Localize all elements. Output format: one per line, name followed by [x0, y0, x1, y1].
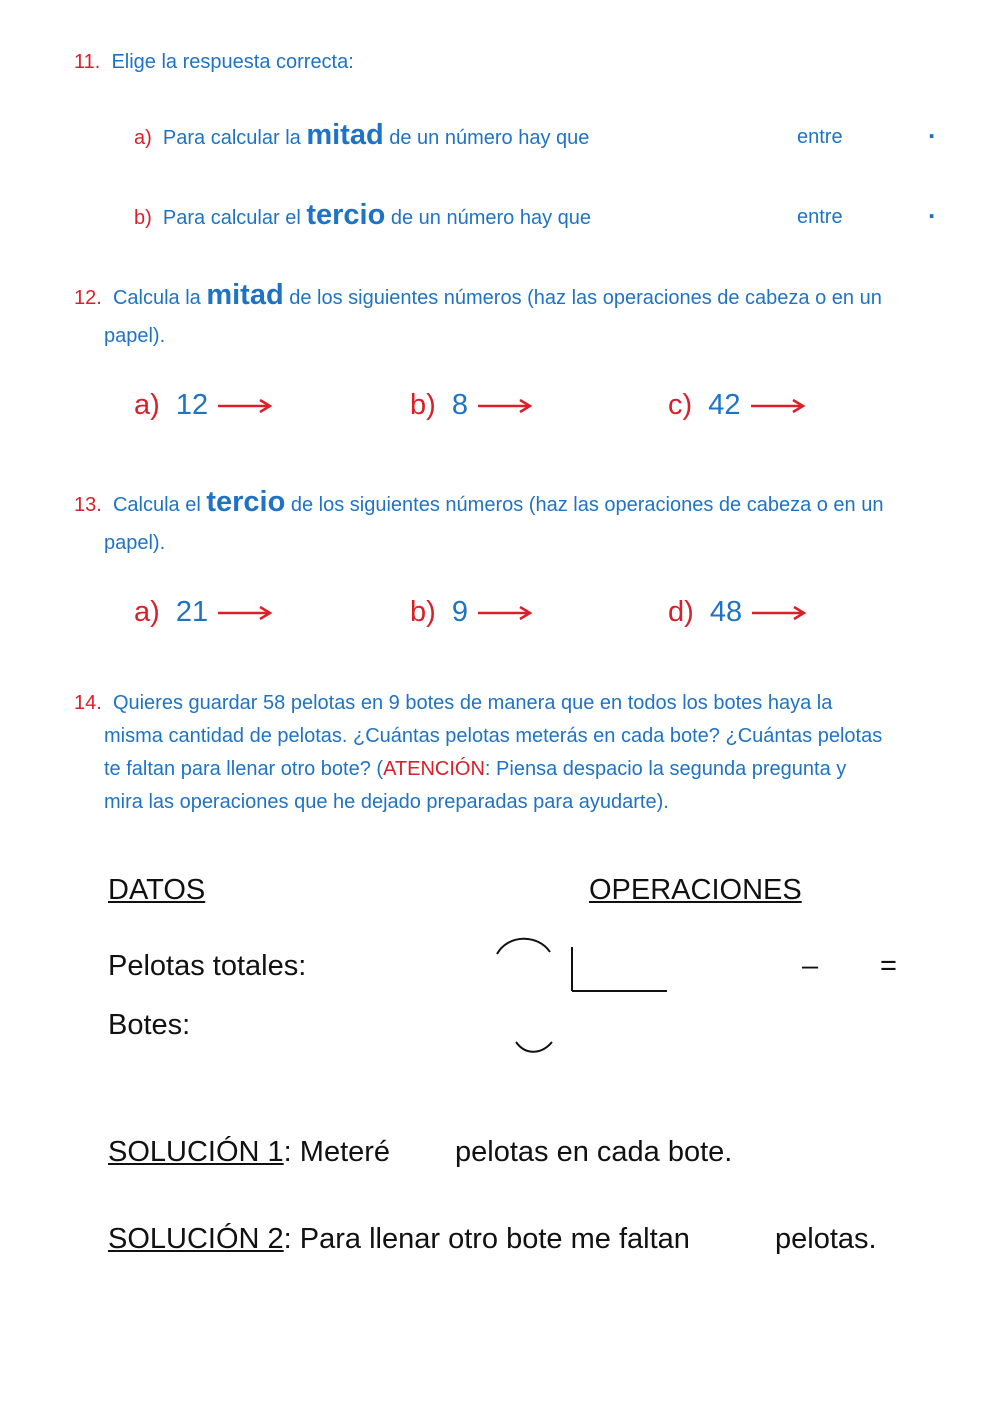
question-text-after: de los siguientes números (haz las operaciones de cabeza o en un: [289, 287, 882, 309]
question-text-before: Calcula la: [112, 287, 201, 309]
datos-title: DATOS: [108, 874, 206, 906]
q13-item-b: [410, 596, 536, 629]
keyword-tercio: tercio: [306, 199, 386, 231]
item-letter: d): [668, 596, 694, 628]
entre-label-b: entre: [797, 206, 843, 228]
question-number: 14.: [74, 692, 102, 714]
question-text: Quieres guardar 58 pelotas en 9 botes de manera que en todos los botes haya la: [112, 692, 833, 714]
question-text-before: Calcula el: [112, 494, 201, 516]
item-value: 9: [451, 596, 469, 628]
solution-1-label: SOLUCIÓN 1: [108, 1136, 284, 1168]
end-dot-a: .: [928, 114, 936, 144]
item-letter: a): [134, 389, 160, 421]
question-number: 12.: [74, 287, 102, 309]
question-12-heading: [74, 279, 882, 315]
item-letter: c): [668, 389, 693, 421]
option-text-after: de un número hay que: [389, 127, 590, 149]
solution-1-before: : Meteré: [283, 1136, 391, 1168]
q12-item-c: [668, 389, 809, 422]
keyword-mitad: mitad: [206, 279, 284, 311]
question-11a: [134, 119, 589, 155]
operaciones-title: OPERACIONES: [589, 874, 802, 906]
solution-1-after: pelotas en cada bote.: [455, 1136, 733, 1168]
arrow-right-icon: [476, 396, 536, 416]
question-12-line2: papel).: [104, 325, 166, 347]
equals-sign: =: [880, 950, 897, 982]
item-value: 8: [451, 389, 469, 421]
question-14-line4: mira las operaciones que he dejado preparadas para ayudarte).: [104, 791, 669, 813]
item-letter: b): [410, 389, 436, 421]
option-text-before: Para calcular la: [162, 127, 301, 149]
option-letter: a): [134, 127, 152, 149]
arrow-right-icon: [476, 603, 536, 623]
question-14-line1: [74, 687, 832, 720]
pelotas-totales-label: Pelotas totales:: [108, 950, 307, 982]
minus-sign: –: [802, 950, 819, 982]
division-bracket-drawing: [490, 930, 680, 1060]
option-text-before: Para calcular el: [162, 207, 301, 229]
botes-label: Botes:: [108, 1009, 191, 1041]
arrow-right-icon: [216, 603, 276, 623]
end-dot-b: .: [928, 194, 936, 224]
option-letter: b): [134, 207, 152, 229]
item-letter: b): [410, 596, 436, 628]
item-value: 12: [175, 389, 209, 421]
question-14-line3: [104, 753, 846, 786]
item-value: 21: [175, 596, 209, 628]
question-text: Elige la respuesta correcta:: [111, 51, 354, 73]
solution-2-before: : Para llenar otro bote me faltan: [283, 1223, 690, 1255]
question-number: 13.: [74, 494, 102, 516]
question-11-heading: [74, 46, 354, 79]
item-value: 42: [708, 389, 741, 421]
arrow-right-icon: [750, 603, 810, 623]
entre-label-a: entre: [797, 126, 843, 148]
solution-2: [108, 1223, 690, 1256]
keyword-tercio: tercio: [206, 486, 286, 518]
q12-item-a: [134, 389, 276, 422]
solution-2-label: SOLUCIÓN 2: [108, 1223, 284, 1255]
q13-item-d: [668, 596, 810, 629]
question-11b: [134, 199, 591, 235]
solution-1: [108, 1136, 390, 1169]
question-14-line2: misma cantidad de pelotas. ¿Cuántas pelotas meterás en cada bote? ¿Cuántas pelotas: [104, 725, 883, 747]
alert-word: ATENCIÓN: [383, 758, 485, 780]
q13-item-a: [134, 596, 276, 629]
solution-2-after: pelotas.: [775, 1223, 877, 1255]
question-number: 11.: [74, 51, 101, 73]
item-value: 48: [709, 596, 743, 628]
question-text: te faltan para llenar otro bote? (: [104, 758, 384, 780]
option-text-after: de un número hay que: [390, 207, 592, 229]
item-letter: a): [134, 596, 160, 628]
question-text: : Piensa despacio la segunda pregunta y: [484, 758, 847, 780]
arrow-right-icon: [749, 396, 809, 416]
q12-item-b: [410, 389, 536, 422]
keyword-mitad: mitad: [306, 119, 384, 151]
question-13-line2: papel).: [104, 532, 166, 554]
question-text-after: de los siguientes números (haz las operaciones de cabeza o en un: [290, 494, 884, 516]
arrow-right-icon: [216, 396, 276, 416]
question-13-heading: [74, 486, 883, 522]
